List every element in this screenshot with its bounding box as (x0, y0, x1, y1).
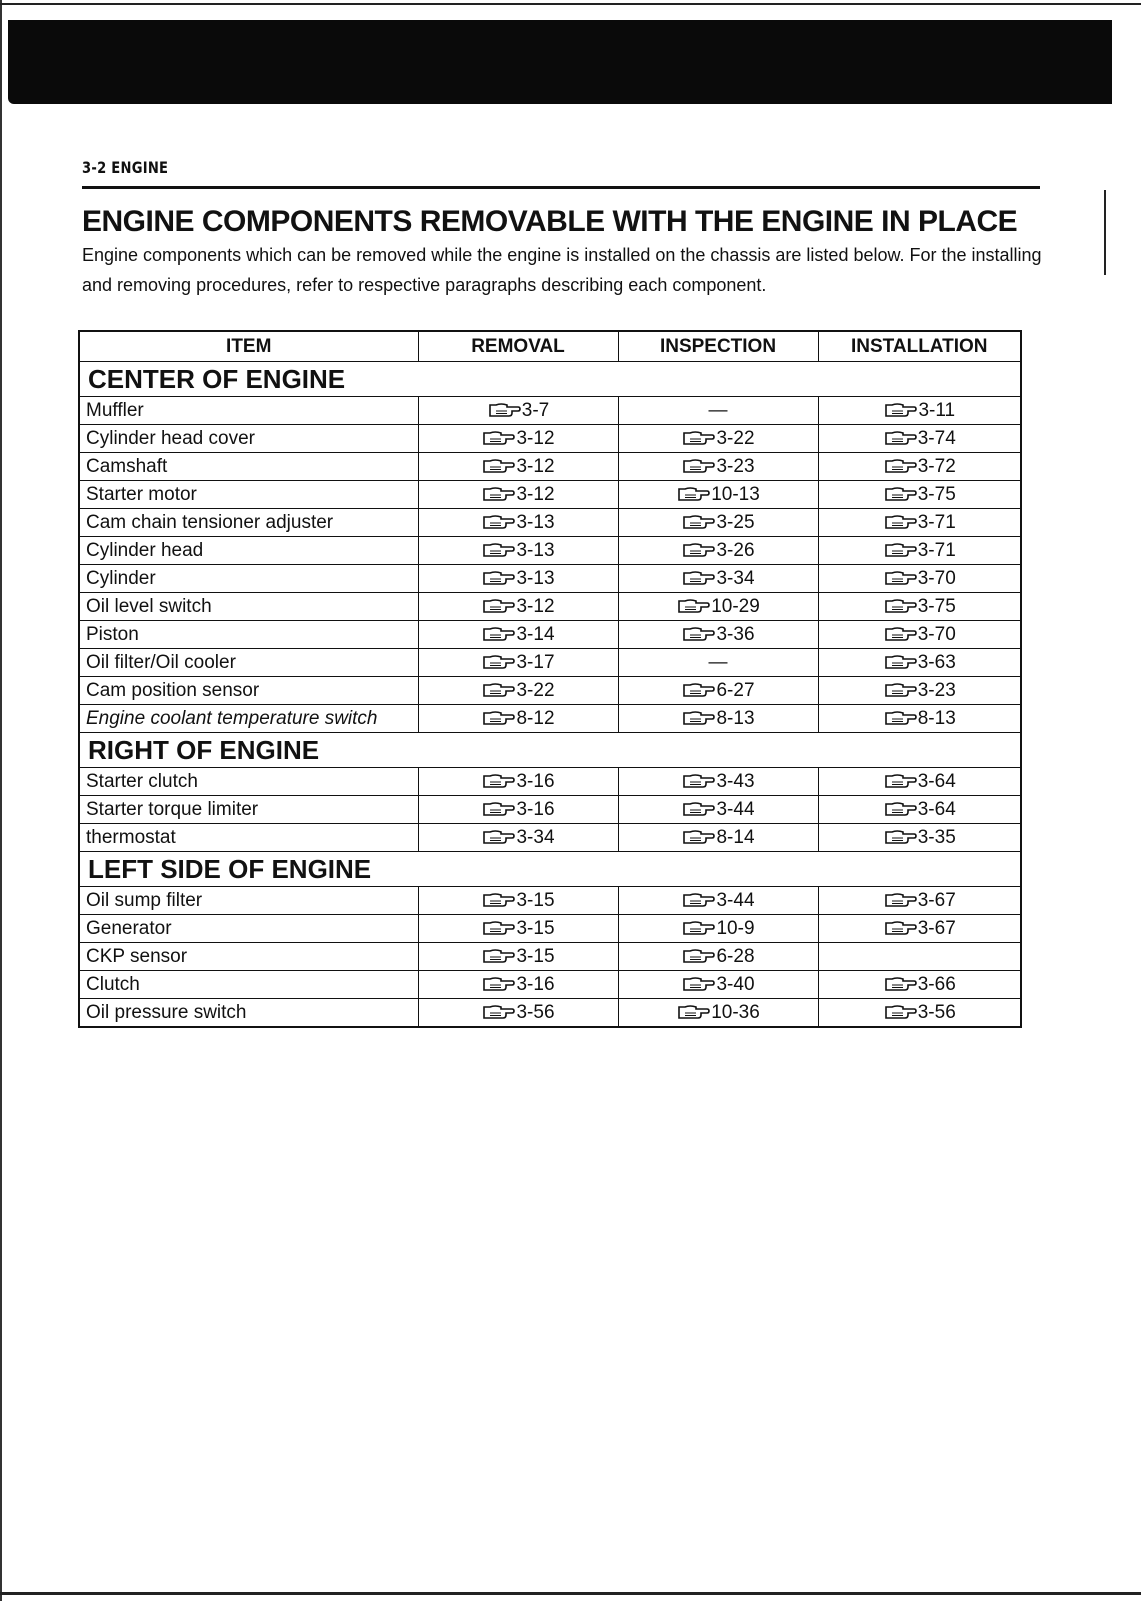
pointing-hand-reference-icon (481, 570, 515, 586)
inspection-ref-cell (618, 425, 818, 453)
inspection-ref-cell (618, 677, 818, 705)
item-cell: Cylinder (79, 565, 418, 593)
pointing-hand-reference-icon (883, 654, 917, 670)
table-row (79, 768, 1021, 796)
removal-ref-cell (418, 425, 618, 453)
pointing-hand-reference-icon (883, 570, 917, 586)
item-cell: Cylinder head cover (79, 425, 418, 453)
column-header-inspection: INSPECTION (618, 331, 818, 362)
installation-page-ref: 8-13 (917, 707, 956, 729)
column-header-installation: INSTALLATION (818, 331, 1021, 362)
item-cell: Muffler (79, 397, 418, 425)
pointing-hand-reference-icon (481, 948, 515, 964)
removal-ref-cell (418, 649, 618, 677)
pointing-hand-reference-icon (681, 829, 715, 845)
removal-ref-cell (418, 565, 618, 593)
installation-ref-cell (818, 915, 1021, 943)
removal-ref-cell (418, 887, 618, 915)
installation-page-ref: 3-71 (917, 511, 956, 533)
removal-page-ref: 3-15 (516, 917, 555, 939)
item-cell: Piston (79, 621, 418, 649)
pointing-hand-reference-icon (481, 598, 515, 614)
removal-ref-cell (418, 971, 618, 999)
pointing-hand-reference-icon (481, 773, 515, 789)
column-header-removal: REMOVAL (418, 331, 618, 362)
table-row (79, 824, 1021, 852)
table-row (79, 425, 1021, 453)
installation-page-ref: 3-70 (917, 623, 956, 645)
removal-ref-cell (418, 705, 618, 733)
installation-page-ref: 3-75 (917, 595, 956, 617)
inspection-ref-cell (618, 887, 818, 915)
inspection-page-ref: 10-29 (711, 595, 760, 617)
removal-ref-cell (418, 999, 618, 1028)
installation-ref-cell (818, 593, 1021, 621)
pointing-hand-reference-icon (883, 801, 917, 817)
inspection-ref-cell (618, 481, 818, 509)
inspection-ref-cell (618, 453, 818, 481)
pointing-hand-reference-icon (883, 829, 917, 845)
item-cell: Oil filter/Oil cooler (79, 649, 418, 677)
table-row (79, 999, 1021, 1028)
inspection-ref-cell (618, 943, 818, 971)
table-row (79, 453, 1021, 481)
pointing-hand-reference-icon (681, 801, 715, 817)
table-row (79, 593, 1021, 621)
inspection-page-ref: 10-9 (716, 917, 755, 939)
pointing-hand-reference-icon (481, 626, 515, 642)
installation-page-ref: 3-64 (917, 770, 956, 792)
pointing-hand-reference-icon (883, 542, 917, 558)
inspection-page-ref: 3-44 (716, 889, 755, 911)
installation-ref-cell (818, 509, 1021, 537)
installation-ref-cell (818, 943, 1021, 971)
item-cell: Oil sump filter (79, 887, 418, 915)
inspection-ref-cell (618, 593, 818, 621)
installation-ref-cell (818, 824, 1021, 852)
removal-page-ref: 3-16 (516, 770, 555, 792)
installation-page-ref: 3-35 (917, 826, 956, 848)
removal-ref-cell (418, 453, 618, 481)
pointing-hand-reference-icon (481, 542, 515, 558)
installation-ref-cell (818, 397, 1021, 425)
installation-ref-cell (818, 425, 1021, 453)
removal-page-ref: 3-16 (516, 973, 555, 995)
item-cell: Starter motor (79, 481, 418, 509)
table-row (79, 565, 1021, 593)
installation-ref-cell (818, 796, 1021, 824)
removal-ref-cell (418, 768, 618, 796)
inspection-page-ref: 3-36 (716, 623, 755, 645)
removal-ref-cell (418, 677, 618, 705)
inspection-page-ref: 10-13 (711, 483, 760, 505)
item-cell: Starter torque limiter (79, 796, 418, 824)
installation-page-ref: 3-63 (917, 651, 956, 673)
removal-page-ref: 3-13 (516, 511, 555, 533)
installation-page-ref: 3-67 (917, 889, 956, 911)
installation-ref-cell (818, 768, 1021, 796)
inspection-ref-cell (618, 768, 818, 796)
installation-ref-cell (818, 621, 1021, 649)
pointing-hand-reference-icon (883, 626, 917, 642)
pointing-hand-reference-icon (681, 920, 715, 936)
table-row (79, 971, 1021, 999)
installation-page-ref: 3-11 (918, 399, 956, 421)
section-title: RIGHT OF ENGINE (79, 733, 1021, 768)
removal-page-ref: 3-15 (516, 945, 555, 967)
removal-ref-cell (418, 915, 618, 943)
item-cell: Starter clutch (79, 768, 418, 796)
table-row (79, 537, 1021, 565)
installation-page-ref: 3-75 (917, 483, 956, 505)
removal-page-ref: 3-15 (516, 889, 555, 911)
table-header-row (79, 331, 1021, 362)
pointing-hand-reference-icon (481, 710, 515, 726)
pointing-hand-reference-icon (883, 1004, 917, 1020)
pointing-hand-reference-icon (481, 514, 515, 530)
intro-paragraph: Engine components which can be removed while the engine is installed on the chassis are listed below. For the installing and removing procedures, refer to respective paragraphs describing each component. (82, 245, 1042, 295)
installation-page-ref: 3-56 (917, 1001, 956, 1023)
pointing-hand-reference-icon (681, 682, 715, 698)
inspection-ref-cell (618, 824, 818, 852)
pointing-hand-reference-icon (481, 458, 515, 474)
page-left-edge (0, 0, 2, 1601)
inspection-page-ref: 8-13 (716, 707, 755, 729)
margin-mark (1104, 190, 1106, 275)
table-row (79, 509, 1021, 537)
installation-page-ref: 3-71 (917, 539, 956, 561)
table-body (79, 362, 1021, 1028)
installation-ref-cell (818, 481, 1021, 509)
table-row (79, 887, 1021, 915)
pointing-hand-reference-icon (681, 710, 715, 726)
pointing-hand-reference-icon (481, 654, 515, 670)
inspection-ref-cell (618, 565, 818, 593)
item-cell: Oil pressure switch (79, 999, 418, 1028)
item-cell: Engine coolant temperature switch (79, 705, 418, 733)
item-cell: thermostat (79, 824, 418, 852)
pointing-hand-reference-icon (883, 773, 917, 789)
removal-ref-cell (418, 593, 618, 621)
pointing-hand-reference-icon (681, 514, 715, 530)
pointing-hand-reference-icon (481, 829, 515, 845)
pointing-hand-reference-icon (676, 486, 710, 502)
inspection-page-ref: — (708, 399, 728, 421)
pointing-hand-reference-icon (676, 1004, 710, 1020)
inspection-ref-cell (618, 621, 818, 649)
removal-ref-cell (418, 397, 618, 425)
removal-page-ref: 3-34 (516, 826, 555, 848)
table-row (79, 621, 1021, 649)
removal-page-ref: 3-12 (516, 455, 555, 477)
item-cell: Generator (79, 915, 418, 943)
installation-page-ref: 3-74 (917, 427, 956, 449)
pointing-hand-reference-icon (883, 710, 917, 726)
inspection-page-ref: 3-40 (716, 973, 755, 995)
removal-page-ref: 3-14 (516, 623, 555, 645)
installation-ref-cell (818, 649, 1021, 677)
inspection-page-ref: 8-14 (716, 826, 755, 848)
pointing-hand-reference-icon (883, 486, 917, 502)
installation-ref-cell (818, 565, 1021, 593)
installation-page-ref: 3-70 (917, 567, 956, 589)
inspection-page-ref: 10-36 (711, 1001, 760, 1023)
item-cell: Cam position sensor (79, 677, 418, 705)
section-header-row (79, 852, 1021, 887)
pointing-hand-reference-icon (481, 486, 515, 502)
components-table (78, 330, 1022, 1028)
pointing-hand-reference-icon (681, 542, 715, 558)
header-black-band (8, 20, 1112, 104)
inspection-ref-cell (618, 796, 818, 824)
table-row (79, 915, 1021, 943)
pointing-hand-reference-icon (481, 892, 515, 908)
inspection-ref-cell (618, 509, 818, 537)
inspection-ref-cell (618, 397, 818, 425)
section-header-row (79, 362, 1021, 397)
pointing-hand-reference-icon (481, 920, 515, 936)
table-row (79, 649, 1021, 677)
pointing-hand-reference-icon (883, 892, 917, 908)
inspection-ref-cell (618, 915, 818, 943)
inspection-page-ref: 3-26 (716, 539, 755, 561)
removal-ref-cell (418, 481, 618, 509)
removal-page-ref: 3-7 (521, 399, 550, 421)
installation-page-ref: 3-64 (917, 798, 956, 820)
running-header (82, 156, 1040, 189)
pointing-hand-reference-icon (883, 598, 917, 614)
table-row (79, 705, 1021, 733)
pointing-hand-reference-icon (883, 976, 917, 992)
installation-page-ref: 3-72 (917, 455, 956, 477)
page-title: ENGINE COMPONENTS REMOVABLE WITH THE ENGINE IN PLACE (82, 205, 1018, 238)
installation-ref-cell (818, 537, 1021, 565)
removal-page-ref: 3-13 (516, 539, 555, 561)
table-row (79, 943, 1021, 971)
table-row (79, 677, 1021, 705)
inspection-ref-cell (618, 999, 818, 1028)
section-title: LEFT SIDE OF ENGINE (79, 852, 1021, 887)
removal-page-ref: 3-12 (516, 483, 555, 505)
item-cell: Cylinder head (79, 537, 418, 565)
pointing-hand-reference-icon (883, 402, 917, 418)
pointing-hand-reference-icon (883, 920, 917, 936)
removal-ref-cell (418, 621, 618, 649)
top-rule (0, 3, 1141, 5)
pointing-hand-reference-icon (681, 570, 715, 586)
removal-page-ref: 3-12 (516, 595, 555, 617)
inspection-ref-cell (618, 705, 818, 733)
inspection-ref-cell (618, 971, 818, 999)
removal-ref-cell (418, 943, 618, 971)
pointing-hand-reference-icon (883, 682, 917, 698)
pointing-hand-reference-icon (681, 948, 715, 964)
pointing-hand-reference-icon (481, 801, 515, 817)
installation-ref-cell (818, 999, 1021, 1028)
removal-page-ref: 3-13 (516, 567, 555, 589)
item-cell: Camshaft (79, 453, 418, 481)
page-reference: 3-2 ENGINE (82, 158, 169, 177)
pointing-hand-reference-icon (681, 892, 715, 908)
pointing-hand-reference-icon (676, 598, 710, 614)
pointing-hand-reference-icon (487, 402, 521, 418)
removal-ref-cell (418, 537, 618, 565)
item-cell: Oil level switch (79, 593, 418, 621)
item-cell: Clutch (79, 971, 418, 999)
pointing-hand-reference-icon (481, 430, 515, 446)
inspection-page-ref: 3-25 (716, 511, 755, 533)
pointing-hand-reference-icon (481, 1004, 515, 1020)
inspection-page-ref: 3-34 (716, 567, 755, 589)
pointing-hand-reference-icon (481, 976, 515, 992)
inspection-page-ref: 6-27 (716, 679, 755, 701)
inspection-ref-cell (618, 649, 818, 677)
item-cell: Cam chain tensioner adjuster (79, 509, 418, 537)
section-header-row (79, 733, 1021, 768)
inspection-page-ref: 6-28 (716, 945, 755, 967)
installation-page-ref: 3-66 (917, 973, 956, 995)
pointing-hand-reference-icon (883, 514, 917, 530)
item-cell: CKP sensor (79, 943, 418, 971)
removal-page-ref: 3-12 (516, 427, 555, 449)
inspection-page-ref: 3-43 (716, 770, 755, 792)
pointing-hand-reference-icon (883, 430, 917, 446)
table-row (79, 397, 1021, 425)
pointing-hand-reference-icon (681, 430, 715, 446)
inspection-page-ref: 3-23 (716, 455, 755, 477)
removal-ref-cell (418, 796, 618, 824)
pointing-hand-reference-icon (681, 458, 715, 474)
installation-ref-cell (818, 887, 1021, 915)
installation-ref-cell (818, 705, 1021, 733)
installation-page-ref: 3-23 (917, 679, 956, 701)
table-row (79, 481, 1021, 509)
column-header-item: ITEM (79, 331, 418, 362)
section-title: CENTER OF ENGINE (79, 362, 1021, 397)
pointing-hand-reference-icon (681, 976, 715, 992)
table-row (79, 796, 1021, 824)
removal-page-ref: 3-22 (516, 679, 555, 701)
inspection-page-ref: 3-22 (716, 427, 755, 449)
removal-page-ref: 8-12 (516, 707, 555, 729)
removal-page-ref: 3-56 (516, 1001, 555, 1023)
installation-page-ref: 3-67 (917, 917, 956, 939)
installation-ref-cell (818, 677, 1021, 705)
pointing-hand-reference-icon (481, 682, 515, 698)
installation-ref-cell (818, 971, 1021, 999)
removal-ref-cell (418, 824, 618, 852)
inspection-page-ref: — (708, 651, 728, 673)
removal-ref-cell (418, 509, 618, 537)
pointing-hand-reference-icon (681, 626, 715, 642)
removal-page-ref: 3-16 (516, 798, 555, 820)
inspection-page-ref: 3-44 (716, 798, 755, 820)
removal-page-ref: 3-17 (516, 651, 555, 673)
bottom-rule (0, 1592, 1141, 1595)
pointing-hand-reference-icon (883, 458, 917, 474)
inspection-ref-cell (618, 537, 818, 565)
installation-ref-cell (818, 453, 1021, 481)
pointing-hand-reference-icon (681, 773, 715, 789)
